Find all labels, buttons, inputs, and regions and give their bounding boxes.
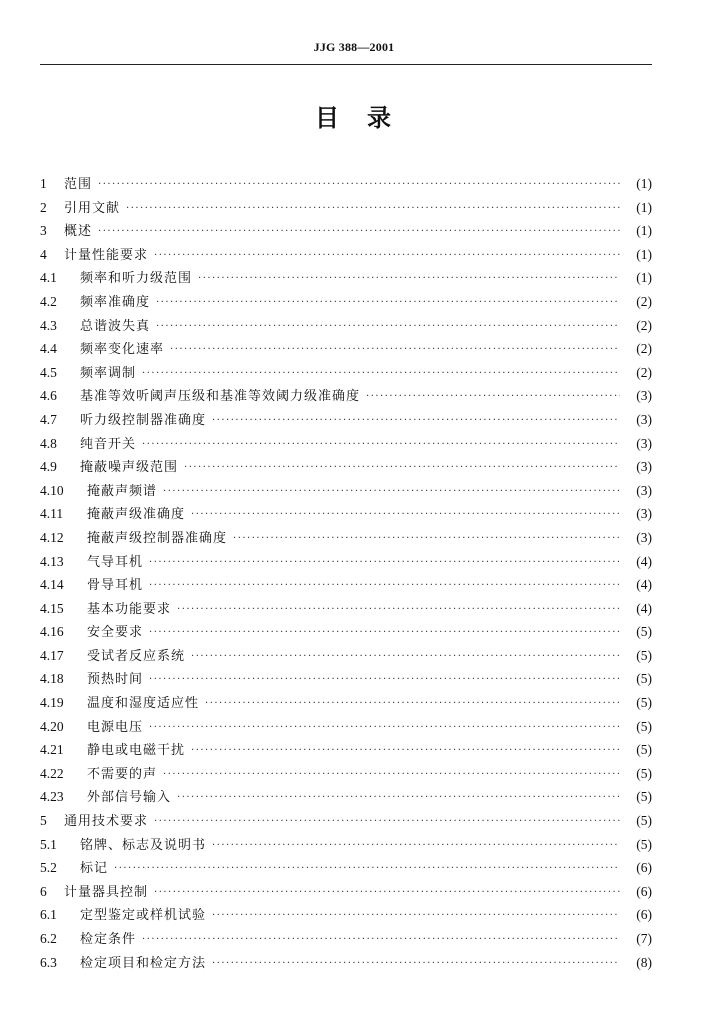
toc-entry-page: (1) (636, 270, 652, 286)
toc-dot-leader (212, 952, 620, 976)
page-title: 目 录 (315, 104, 393, 132)
toc-entry-number: 3 (40, 223, 47, 239)
toc-dot-leader (98, 173, 620, 197)
toc-entry (40, 502, 652, 526)
toc-entry-title: 受试者反应系统 (87, 648, 186, 664)
toc-dot-leader (184, 456, 620, 480)
toc-entry-page: (3) (636, 459, 652, 475)
toc-dot-leader (142, 362, 620, 386)
toc-entry-page: (6) (636, 860, 652, 876)
toc-dot-leader (154, 244, 620, 268)
toc-entry-title: 外部信号输入 (87, 790, 172, 806)
toc-entry-title: 标记 (80, 861, 109, 877)
toc-entry-number: 4.10 (40, 482, 64, 498)
toc-entry-number: 5.2 (40, 860, 57, 876)
toc-dot-leader (205, 692, 620, 716)
toc-entry-page: (2) (636, 317, 652, 333)
toc-entry-number: 4.5 (40, 364, 57, 380)
toc-entry-number: 1 (40, 176, 47, 191)
toc-dot-leader (170, 338, 620, 362)
toc-dot-leader (126, 197, 620, 221)
toc-entry-number: 6.1 (40, 907, 57, 923)
toc-entry-page: (1) (636, 223, 652, 239)
toc-entry-page: (7) (636, 931, 652, 946)
toc-entry-title: 掩蔽声频谱 (87, 483, 158, 499)
toc-dot-leader (366, 385, 620, 409)
toc-entry-number: 4.12 (40, 529, 64, 545)
toc-dot-leader (156, 291, 620, 315)
toc-entry (40, 880, 652, 904)
toc-entry (40, 597, 652, 621)
toc-entry-page: (8) (636, 954, 652, 970)
toc-entry-number: 4.21 (40, 742, 64, 758)
toc-entry-number: 4.16 (40, 624, 64, 640)
toc-entry-number: 4.9 (40, 459, 57, 475)
toc-entry-page: (5) (636, 813, 652, 829)
toc-entry (40, 856, 652, 880)
toc-dot-leader (149, 668, 620, 692)
toc-dot-leader (191, 645, 620, 669)
toc-entry-number: 6.2 (40, 931, 57, 946)
toc-entry-page: (3) (636, 482, 652, 498)
toc-entry-page: (5) (636, 624, 652, 640)
toc-entry-page: (5) (636, 742, 652, 758)
toc-entry-title: 计量器具控制 (64, 884, 149, 900)
toc-entry (40, 667, 652, 691)
toc-entry (40, 526, 652, 550)
toc-entry-page: (4) (636, 553, 652, 569)
toc-dot-leader (149, 716, 620, 740)
toc-dot-leader (163, 480, 620, 504)
toc-entry (40, 809, 652, 833)
toc-entry-number: 4.23 (40, 789, 64, 805)
toc-dot-leader (154, 881, 620, 905)
toc-dot-leader (198, 267, 620, 291)
toc-entry-number: 6 (40, 883, 47, 899)
toc-dot-leader (163, 763, 620, 787)
toc-entry-number: 4.15 (40, 600, 64, 616)
toc-entry (40, 432, 652, 456)
toc-entry-title: 频率调制 (80, 365, 137, 381)
toc-entry-page: (6) (636, 907, 652, 923)
toc-entry (40, 479, 652, 503)
toc-entry (40, 903, 652, 927)
toc-entry-number: 4.8 (40, 435, 57, 451)
toc-dot-leader (177, 598, 620, 622)
toc-entry-title: 静电或电磁干扰 (87, 743, 186, 759)
toc-entry-number: 4.19 (40, 695, 64, 711)
toc-entry-title: 总谐波失真 (80, 318, 151, 334)
toc-dot-leader (149, 621, 620, 645)
toc-entry-title: 频率准确度 (80, 294, 151, 310)
toc-entry-page: (6) (636, 883, 652, 899)
toc-entry-number: 4.1 (40, 270, 57, 286)
toc-dot-leader (177, 786, 620, 810)
toc-entry (40, 314, 652, 338)
toc-entry (40, 620, 652, 644)
toc-entry (40, 172, 652, 196)
toc-dot-leader (142, 928, 620, 952)
toc-dot-leader (149, 574, 620, 598)
toc-entry-title: 预热时间 (87, 672, 144, 688)
toc-entry-number: 4.18 (40, 671, 64, 687)
toc-entry-title: 引用文献 (64, 200, 121, 216)
toc-entry-title: 铭牌、标志及说明书 (80, 837, 207, 853)
toc-entry-title: 基准等效听阈声压级和基准等效阈力级准确度 (80, 389, 361, 405)
toc-entry-number: 5.1 (40, 836, 57, 852)
toc-entry-page: (3) (636, 506, 652, 522)
toc-entry-number: 2 (40, 199, 47, 215)
toc-entry (40, 785, 652, 809)
toc-entry-page: (3) (636, 411, 652, 427)
document-code: JJG 388—2001 (313, 40, 395, 54)
toc-entry-title: 掩蔽噪声级范围 (80, 460, 179, 476)
toc-dot-leader (191, 503, 620, 527)
toc-entry-number: 4.14 (40, 577, 64, 593)
toc-entry-page: (5) (636, 695, 652, 711)
toc-entry-title: 掩蔽声级准确度 (87, 507, 186, 523)
toc-entry-title: 概述 (64, 224, 93, 240)
toc-entry-number: 4.6 (40, 388, 57, 404)
toc-dot-leader (156, 315, 620, 339)
toc-dot-leader (114, 857, 620, 881)
toc-entry-page: (3) (636, 388, 652, 404)
toc-entry-title: 通用技术要求 (64, 814, 149, 830)
toc-entry-number: 4.2 (40, 293, 57, 309)
toc-entry-number: 4.7 (40, 411, 57, 427)
toc-entry-title: 骨导耳机 (87, 578, 144, 594)
toc-entry (40, 550, 652, 574)
toc-entry-page: (4) (636, 577, 652, 593)
toc-entry-number: 4.22 (40, 765, 64, 781)
toc-entry-page: (5) (636, 647, 652, 663)
toc-entry-title: 听力级控制器准确度 (80, 412, 207, 428)
toc-entry-page: (2) (636, 293, 652, 309)
toc-entry-number: 5 (40, 813, 47, 829)
toc-entry-title: 气导耳机 (87, 554, 144, 570)
toc-entry-title: 频率变化速率 (80, 342, 165, 358)
toc-entry-title: 检定条件 (80, 932, 137, 947)
toc-dot-leader (98, 220, 620, 244)
toc-entry (40, 219, 652, 243)
toc-dot-leader (191, 739, 620, 763)
toc-entry-title: 范围 (64, 177, 93, 192)
toc-entry-page: (2) (636, 364, 652, 380)
toc-entry (40, 951, 652, 975)
toc-entry-title: 计量性能要求 (64, 247, 149, 263)
toc-entry (40, 455, 652, 479)
toc-dot-leader (142, 433, 620, 457)
toc-entry-title: 电源电压 (87, 719, 144, 735)
toc-entry-title: 掩蔽声级控制器准确度 (87, 530, 228, 546)
toc-entry (40, 361, 652, 385)
toc-entry-number: 4.4 (40, 341, 57, 357)
toc-dot-leader (212, 834, 620, 858)
toc-entry-page: (1) (636, 176, 652, 191)
toc-entry-page: (5) (636, 718, 652, 734)
toc-entry-title: 温度和湿度适应性 (87, 696, 200, 712)
toc-entry-title: 基本功能要求 (87, 601, 172, 617)
toc-entry-title: 定型鉴定或样机试验 (80, 908, 207, 924)
toc-entry-title: 纯音开关 (80, 436, 137, 452)
toc-entry-page: (3) (636, 529, 652, 545)
toc-entry-number: 4.17 (40, 647, 64, 663)
toc-entry (40, 408, 652, 432)
toc-entry (40, 337, 652, 361)
toc-entry (40, 196, 652, 220)
header-rule (40, 64, 652, 65)
toc-entry-page: (3) (636, 435, 652, 451)
toc-entry (40, 691, 652, 715)
toc-entry-number: 6.3 (40, 954, 57, 970)
toc-entry-number: 4.20 (40, 718, 64, 734)
toc-entry-title: 频率和听力级范围 (80, 271, 193, 287)
toc-entry-title: 检定项目和检定方法 (80, 955, 207, 971)
toc-entry (40, 927, 652, 951)
toc-entry-number: 4 (40, 246, 47, 262)
toc-entry-title: 不需要的声 (87, 766, 158, 782)
toc-entry-title: 安全要求 (87, 625, 144, 641)
toc-entry-page: (5) (636, 671, 652, 687)
toc-entry (40, 573, 652, 597)
toc-entry (40, 644, 652, 668)
toc-entry (40, 384, 652, 408)
toc-entry-page: (4) (636, 600, 652, 616)
toc-entry (40, 243, 652, 267)
toc-entry-number: 4.13 (40, 553, 64, 569)
toc-entry (40, 290, 652, 314)
toc-entry-page: (1) (636, 246, 652, 262)
toc-dot-leader (233, 527, 620, 551)
toc-entry (40, 738, 652, 762)
toc-dot-leader (149, 551, 620, 575)
toc-entry (40, 762, 652, 786)
toc-entry-number: 4.3 (40, 317, 57, 333)
toc-dot-leader (212, 409, 620, 433)
toc-entry (40, 833, 652, 857)
toc-entry-page: (5) (636, 765, 652, 781)
toc-dot-leader (154, 810, 620, 834)
table-of-contents (40, 172, 652, 974)
toc-entry-number: 4.11 (40, 506, 64, 522)
toc-entry-page: (2) (636, 341, 652, 357)
toc-entry-page: (5) (636, 789, 652, 805)
toc-dot-leader (212, 904, 620, 928)
toc-entry-page: (1) (636, 199, 652, 215)
toc-entry (40, 266, 652, 290)
toc-entry-page: (5) (636, 836, 652, 852)
toc-entry (40, 715, 652, 739)
